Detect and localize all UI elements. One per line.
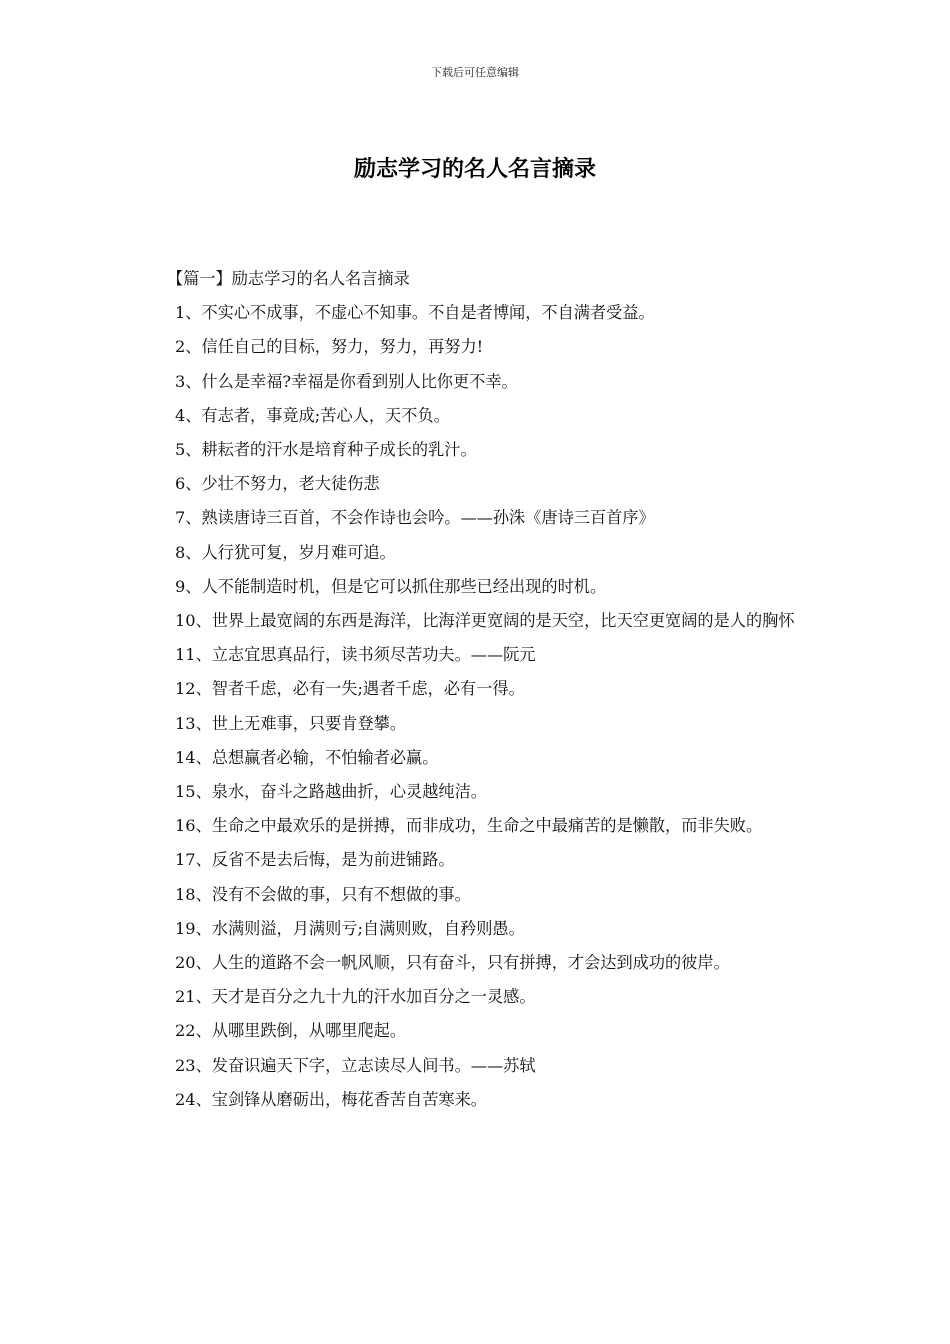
quote-item: 19、水满则溢，月满则亏;自满则败，自矜则愚。 bbox=[175, 918, 525, 938]
quote-item: 22、从哪里跌倒，从哪里爬起。 bbox=[175, 1021, 407, 1041]
quote-item: 15、泉水，奋斗之路越曲折，心灵越纯洁。 bbox=[175, 782, 487, 802]
quote-item: 8、人行犹可复，岁月难可追。 bbox=[175, 542, 396, 562]
quote-item: 24、宝剑锋从磨砺出，梅花香苦自苦寒来。 bbox=[175, 1089, 487, 1109]
quote-item: 14、总想赢者必输，不怕输者必赢。 bbox=[175, 747, 439, 767]
quote-item: 11、立志宜思真品行，读书须尽苦功夫。——阮元 bbox=[175, 645, 536, 665]
quote-item: 6、少壮不努力，老大徒伤悲 bbox=[175, 474, 380, 494]
quote-item: 3、什么是幸福?幸福是你看到别人比你更不幸。 bbox=[175, 371, 518, 391]
quote-item: 18、没有不会做的事，只有不想做的事。 bbox=[175, 884, 471, 904]
quote-item: 10、世界上最宽阔的东西是海洋，比海洋更宽阔的是天空，比天空更宽阔的是人的胸怀 bbox=[175, 611, 795, 631]
quote-item: 7、熟读唐诗三百首，不会作诗也会吟。——孙洙《唐诗三百首序》 bbox=[175, 508, 655, 528]
quote-item: 21、天才是百分之九十九的汗水加百分之一灵感。 bbox=[175, 987, 536, 1007]
quote-item: 5、耕耘者的汗水是培育种子成长的乳汁。 bbox=[175, 440, 477, 460]
quote-item: 12、智者千虑，必有一失;遇者千虑，必有一得。 bbox=[175, 679, 525, 699]
document-title: 励志学习的名人名言摘录 bbox=[353, 156, 596, 182]
quote-item: 2、信任自己的目标，努力，努力，再努力! bbox=[175, 337, 484, 357]
quote-item: 1、不实心不成事，不虚心不知事。不自是者博闻，不自满者受益。 bbox=[175, 303, 655, 323]
quote-item: 17、反省不是去后悔，是为前进铺路。 bbox=[175, 850, 455, 870]
quote-item: 4、有志者，事竟成;苦心人，天不负。 bbox=[175, 405, 450, 425]
quote-item: 9、人不能制造时机，但是它可以抓住那些已经出现的时机。 bbox=[175, 576, 607, 596]
page-header-note: 下载后可任意编辑 bbox=[431, 66, 519, 79]
quote-item: 16、生命之中最欢乐的是拼搏，而非成功，生命之中最痛苦的是懒散，而非失败。 bbox=[175, 816, 763, 836]
quote-item: 20、人生的道路不会一帆风顺，只有奋斗，只有拼搏，才会达到成功的彼岸。 bbox=[175, 953, 730, 973]
section-heading: 【篇一】励志学习的名人名言摘录 bbox=[167, 269, 410, 288]
quote-item: 23、发奋识遍天下字，立志读尽人间书。——苏轼 bbox=[175, 1055, 536, 1075]
quote-item: 13、世上无难事，只要肯登攀。 bbox=[175, 713, 407, 733]
document-body bbox=[143, 262, 823, 1117]
